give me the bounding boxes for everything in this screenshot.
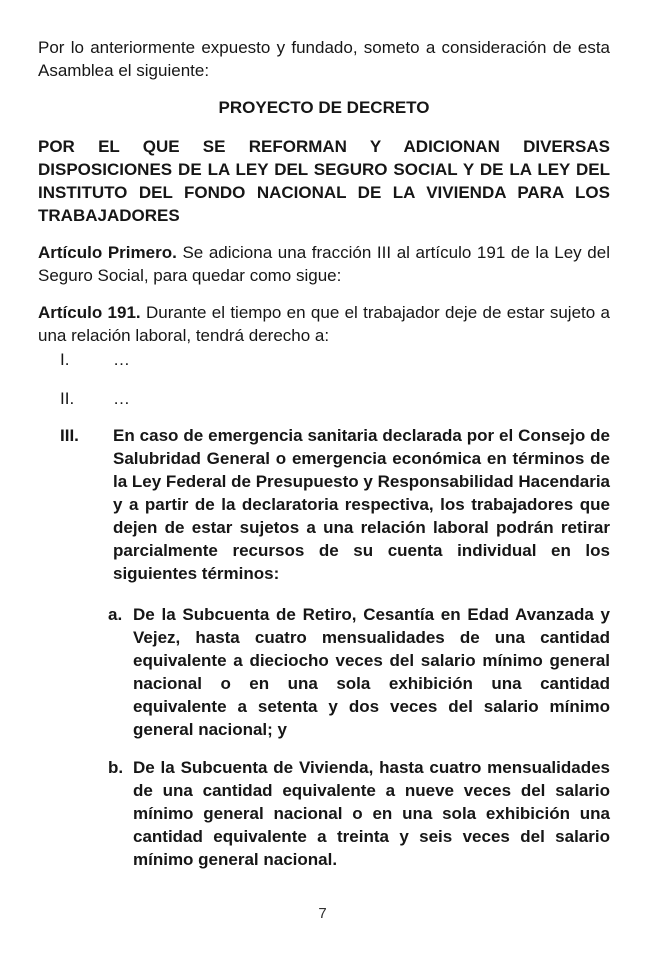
- decree-title: PROYECTO DE DECRETO: [218, 98, 430, 117]
- decree-subject: POR EL QUE SE REFORMAN Y ADICIONAN DIVERSAS DISPOSICIONES DE LA LEY DEL SEGURO SOCIAL Y DE LA LEY DEL INSTITUTO DEL FONDO NACIONAL DE LA VIVIENDA PARA LOS TRABAJADORES: [38, 137, 610, 225]
- page-number: 7: [318, 905, 327, 922]
- articulo-191-label: Artículo 191.: [38, 303, 141, 322]
- articulo-primero-label: Artículo Primero.: [38, 243, 177, 262]
- fraction-II: [60, 387, 610, 410]
- articulo-primero-paragraph: [38, 241, 610, 287]
- fraction-II-text: …: [113, 389, 130, 408]
- articulo-191-text: Durante el tiempo en que el trabajador deje de estar sujeto a una relación laboral, tendrá derecho a:: [38, 303, 610, 345]
- fraction-I: [60, 348, 610, 371]
- subitem-b: [108, 756, 610, 871]
- fraction-I-text: …: [113, 350, 130, 369]
- subitem-a-letter: a.: [108, 605, 123, 624]
- subitem-a-text: De la Subcuenta de Retiro, Cesantía en Edad Avanzada y Vejez, hasta cuatro mensualidades de una cantidad equivalente a dieciocho veces del salario mínimo general nacional o en una sola exhibición una cantidad equivalente a setenta y dos veces del salario mínimo general nacional; y: [133, 605, 610, 739]
- articulo-191-paragraph: [38, 301, 610, 347]
- intro-paragraph: Por lo anteriormente expuesto y fundado, someto a consideración de esta Asamblea el siguiente:: [38, 38, 610, 80]
- subitem-b-letter: b.: [108, 758, 124, 777]
- subitem-a: [108, 603, 610, 741]
- fraction-I-numeral: I.: [60, 350, 70, 369]
- fraction-II-numeral: II.: [60, 389, 75, 408]
- fraction-III-text: En caso de emergencia sanitaria declarada por el Consejo de Salubridad General o emergencia económica en términos de la Ley Federal de Presupuesto y Responsabilidad Hacendaria y a partir de la declaratoria respectiva, los trabajadores que dejen de estar sujetos a una relación laboral podrán retirar parcialmente recursos de su cuenta individual en los siguientes términos:: [113, 426, 610, 583]
- subitem-b-text: De la Subcuenta de Vivienda, hasta cuatro mensualidades de una cantidad equivalente a nueve veces del salario mínimo general nacional o en una sola exhibición una cantidad equivalente a treinta y seis veces del salario mínimo general nacional.: [133, 758, 610, 869]
- fraction-III: [60, 424, 610, 585]
- page-footer: [0, 905, 645, 922]
- fraction-III-numeral: III.: [60, 426, 79, 445]
- articulo-primero-text: Se adiciona una fracción III al artículo 191 de la Ley del Seguro Social, para quedar como sigue:: [38, 243, 610, 285]
